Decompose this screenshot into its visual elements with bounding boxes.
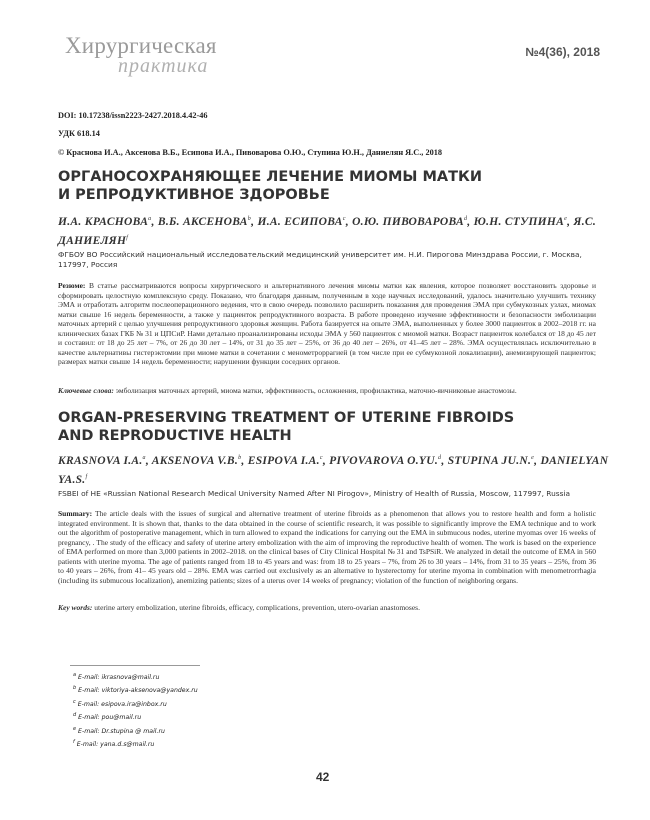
- ru-abstract-label: Резюме:: [58, 281, 86, 290]
- journal-logo-subtitle: практика: [118, 55, 209, 77]
- en-authors: KRASNOVA I.A.$^a$, AKSENOVA V.B.$^b$, ESIPOVA I.A.$^c$, PIVOVAROVA O.YU.$^d$, STUPINA JU.N.$^e$, DANIELYAN YA.S.$^f$: [58, 454, 609, 486]
- author: И.А. ЕСИПОВА$^c$: [257, 215, 346, 228]
- doi[interactable]: DOI: 10.17238/issn2223-2427.2018.4.42-46: [58, 111, 208, 120]
- journal-logo-title: Хирургическая: [65, 33, 217, 58]
- ru-abstract: [58, 281, 596, 367]
- en-title-line1: ORGAN-PRESERVING TREATMENT OF UTERINE FIBROIDS: [58, 410, 515, 426]
- en-summary-label: Summary:: [58, 509, 93, 518]
- footnote-email[interactable]: $^f$ E-mail: yana.d.s@mail.ru: [73, 739, 155, 749]
- author: DANIELYAN YA.S.$^f$: [58, 454, 609, 486]
- en-keywords-text: uterine artery embolization, uterine fibroids, efficacy, complications, prevention, utero-ovarian anastomoses.: [94, 603, 420, 612]
- ru-title-line1: ОРГАНОСОХРАНЯЮЩЕЕ ЛЕЧЕНИЕ МИОМЫ МАТКИ: [58, 169, 482, 185]
- copyright: © Краснова И.А., Аксенова В.Б., Есипова И.А., Пивоварова О.Ю., Ступина Ю.Н., Даниелян Я.С., 2018: [58, 148, 443, 157]
- author: В.Б. АКСЕНОВА$^b$: [157, 215, 252, 228]
- en-keywords-label: Key words:: [58, 603, 93, 612]
- ru-keywords: [58, 386, 596, 396]
- ru-keywords-text: эмболизация маточных артерий, миома матки, эффективность, осложнения, профилактика, маточно-яичниковые анастомозы.: [115, 386, 517, 395]
- footnote-email[interactable]: $^b$ E-mail: viktoriya-aksenova@yandex.ru: [73, 685, 198, 695]
- author: И.А. КРАСНОВА$^a$: [58, 215, 152, 228]
- ru-title-line2: И РЕПРОДУКТИВНОЕ ЗДОРОВЬЕ: [58, 187, 330, 203]
- udc: УДК 618.14: [58, 129, 100, 138]
- author: STUPINA JU.N.$^e$: [447, 454, 535, 467]
- ru-affiliation: ФГБОУ ВО Российский национальный исследовательский медицинский университет им. Н.И. Пирогова Минздрава России, г. Москва, 117997, Россия: [58, 250, 582, 269]
- author: О.Ю. ПИВОВАРОВА$^d$: [352, 215, 468, 228]
- en-title-line2: AND REPRODUCTIVE HEALTH: [58, 428, 292, 444]
- author: KRASNOVA I.A.$^a$: [58, 454, 146, 467]
- page-number: 42: [316, 770, 330, 784]
- ru-authors: И.А. КРАСНОВА$^a$, В.Б. АКСЕНОВА$^b$, И.А. ЕСИПОВА$^c$, О.Ю. ПИВОВАРОВА$^d$, Ю.Н. СТУПИНА$^e$, Я.С. ДАНИЕЛЯН$^f$: [58, 215, 597, 247]
- footnote-divider: [70, 665, 200, 666]
- en-summary: [58, 509, 596, 585]
- author: Я.С. ДАНИЕЛЯН$^f$: [58, 215, 597, 247]
- issue-number: №4(36), 2018: [525, 45, 600, 59]
- en-summary-text: The article deals with the issues of surgical and alternative treatment of uterine fibroids as a phenomenon that allows you to restore health and form a holistic integrated environment. It is shown that, thanks to the data obtained in the course of scientific research, it was possible to significantly improve the EMA technique and to work out the algorithm of postoperative management, which in turn allowed to expand the indications for carrying out the EMA in submucous nodes, uterine myomas over 16 weeks of pregnancy, . The study of the efficacy and safety of uterine artery embolization with the aim of improving the reproductive health of women. The work is based on the experience of EMA performed on more than 3,000 patients in 2002–2018. on the clinical bases of City Clinical Hospital № 31 and TsPSiR. We analyzed in detail the outcome of EMA in 560 patients with uterine myoma. The age of patients ranged from 18 to 45 years and was: from 18 to 25 years – 7%, from 26 to 30 years – 14%, from 31 to 35 years – 25%, from 36 to 40 years – 26%, from 41– 45 years old – 28%. EMA was carried out exclusively as an alternative to hysterectomy for uterine myoma in combination with menometrorrhagia (including its submucous localization), anemizing patients; sizes of a uterus over 14 weeks of pregnancy; violation of the function of neighboring organs.: [58, 509, 596, 585]
- author: PIVOVAROVA O.YU.$^d$: [329, 454, 442, 467]
- footnote-email[interactable]: $^c$ E-mail: esipova.ira@inbox.ru: [73, 698, 167, 708]
- footnote-email[interactable]: $^a$ E-mail: ikrasnova@mail.ru: [73, 672, 160, 682]
- en-keywords: [58, 603, 596, 613]
- footnote-email[interactable]: $^e$ E-mail: Dr.stupina @ mail.ru: [73, 725, 165, 735]
- ru-title: [58, 168, 598, 204]
- en-affiliation: FSBEI of HE «Russian National Research Medical University Named After NI Pirogov», Ministry of Health of Russia, Moscow, 117997, Russia: [58, 489, 571, 498]
- en-title: [58, 409, 598, 445]
- author: AKSENOVA V.B.$^b$: [151, 454, 242, 467]
- author: ESIPOVA I.A.$^c$: [247, 454, 323, 467]
- ru-keywords-label: Ключевые слова:: [58, 386, 114, 395]
- footnotes: [73, 670, 198, 751]
- footnote-email[interactable]: $^d$ E-mail: pou@mail.ru: [73, 712, 142, 722]
- author: Ю.Н. СТУПИНА$^e$: [473, 215, 568, 228]
- ru-abstract-text: В статье рассматриваются вопросы хирургического и альтернативного лечения миомы матки как явления, которое позволяет восстановить здоровье и сформировать целостную комплексную среду. Показано, что благодаря данным, полученным в ходе научных исследований, удалось значительно улучшить технику ЭМА и отработать алгоритм послеоперационного ведения, что в свою очередь позволило расширить показания для проведения ЭМА при субмукозных узлах, миомах матки свыше 16 недель беременности, а также у пациенток репродуктивного возраста. В работе проведено изучение эффективности и безопасности эмболизации маточных артерий с целью улучшения репродуктивного здоровья женщин. Работа базируется на опыте ЭМА, выполненных у более 3000 пациенток в 2002–2018 гг. на клинических базах ГКБ № 31 и ЦПСиР. Нами детально проанализированы исходы ЭМА у 560 пациенток с миомой матки. Возраст пациенток колебался от 18 до 45 лет и составил: от 18 до 25 лет – 7%, от 26 до 30 лет – 14%, от 31 до 35 лет – 25%, от 36 до 40 лет – 26%, от 41–45 лет – 28%. ЭМА осуществлялась исключительно в качестве альтернативы гистерэктомии при миоме матки в сочетании с менометроррагией (в том числе при ее субмукозной локализации), анемизирующей пациенток; размерах матки свыше 14 недель беременности; нарушении функции соседних органов.: [58, 281, 597, 367]
